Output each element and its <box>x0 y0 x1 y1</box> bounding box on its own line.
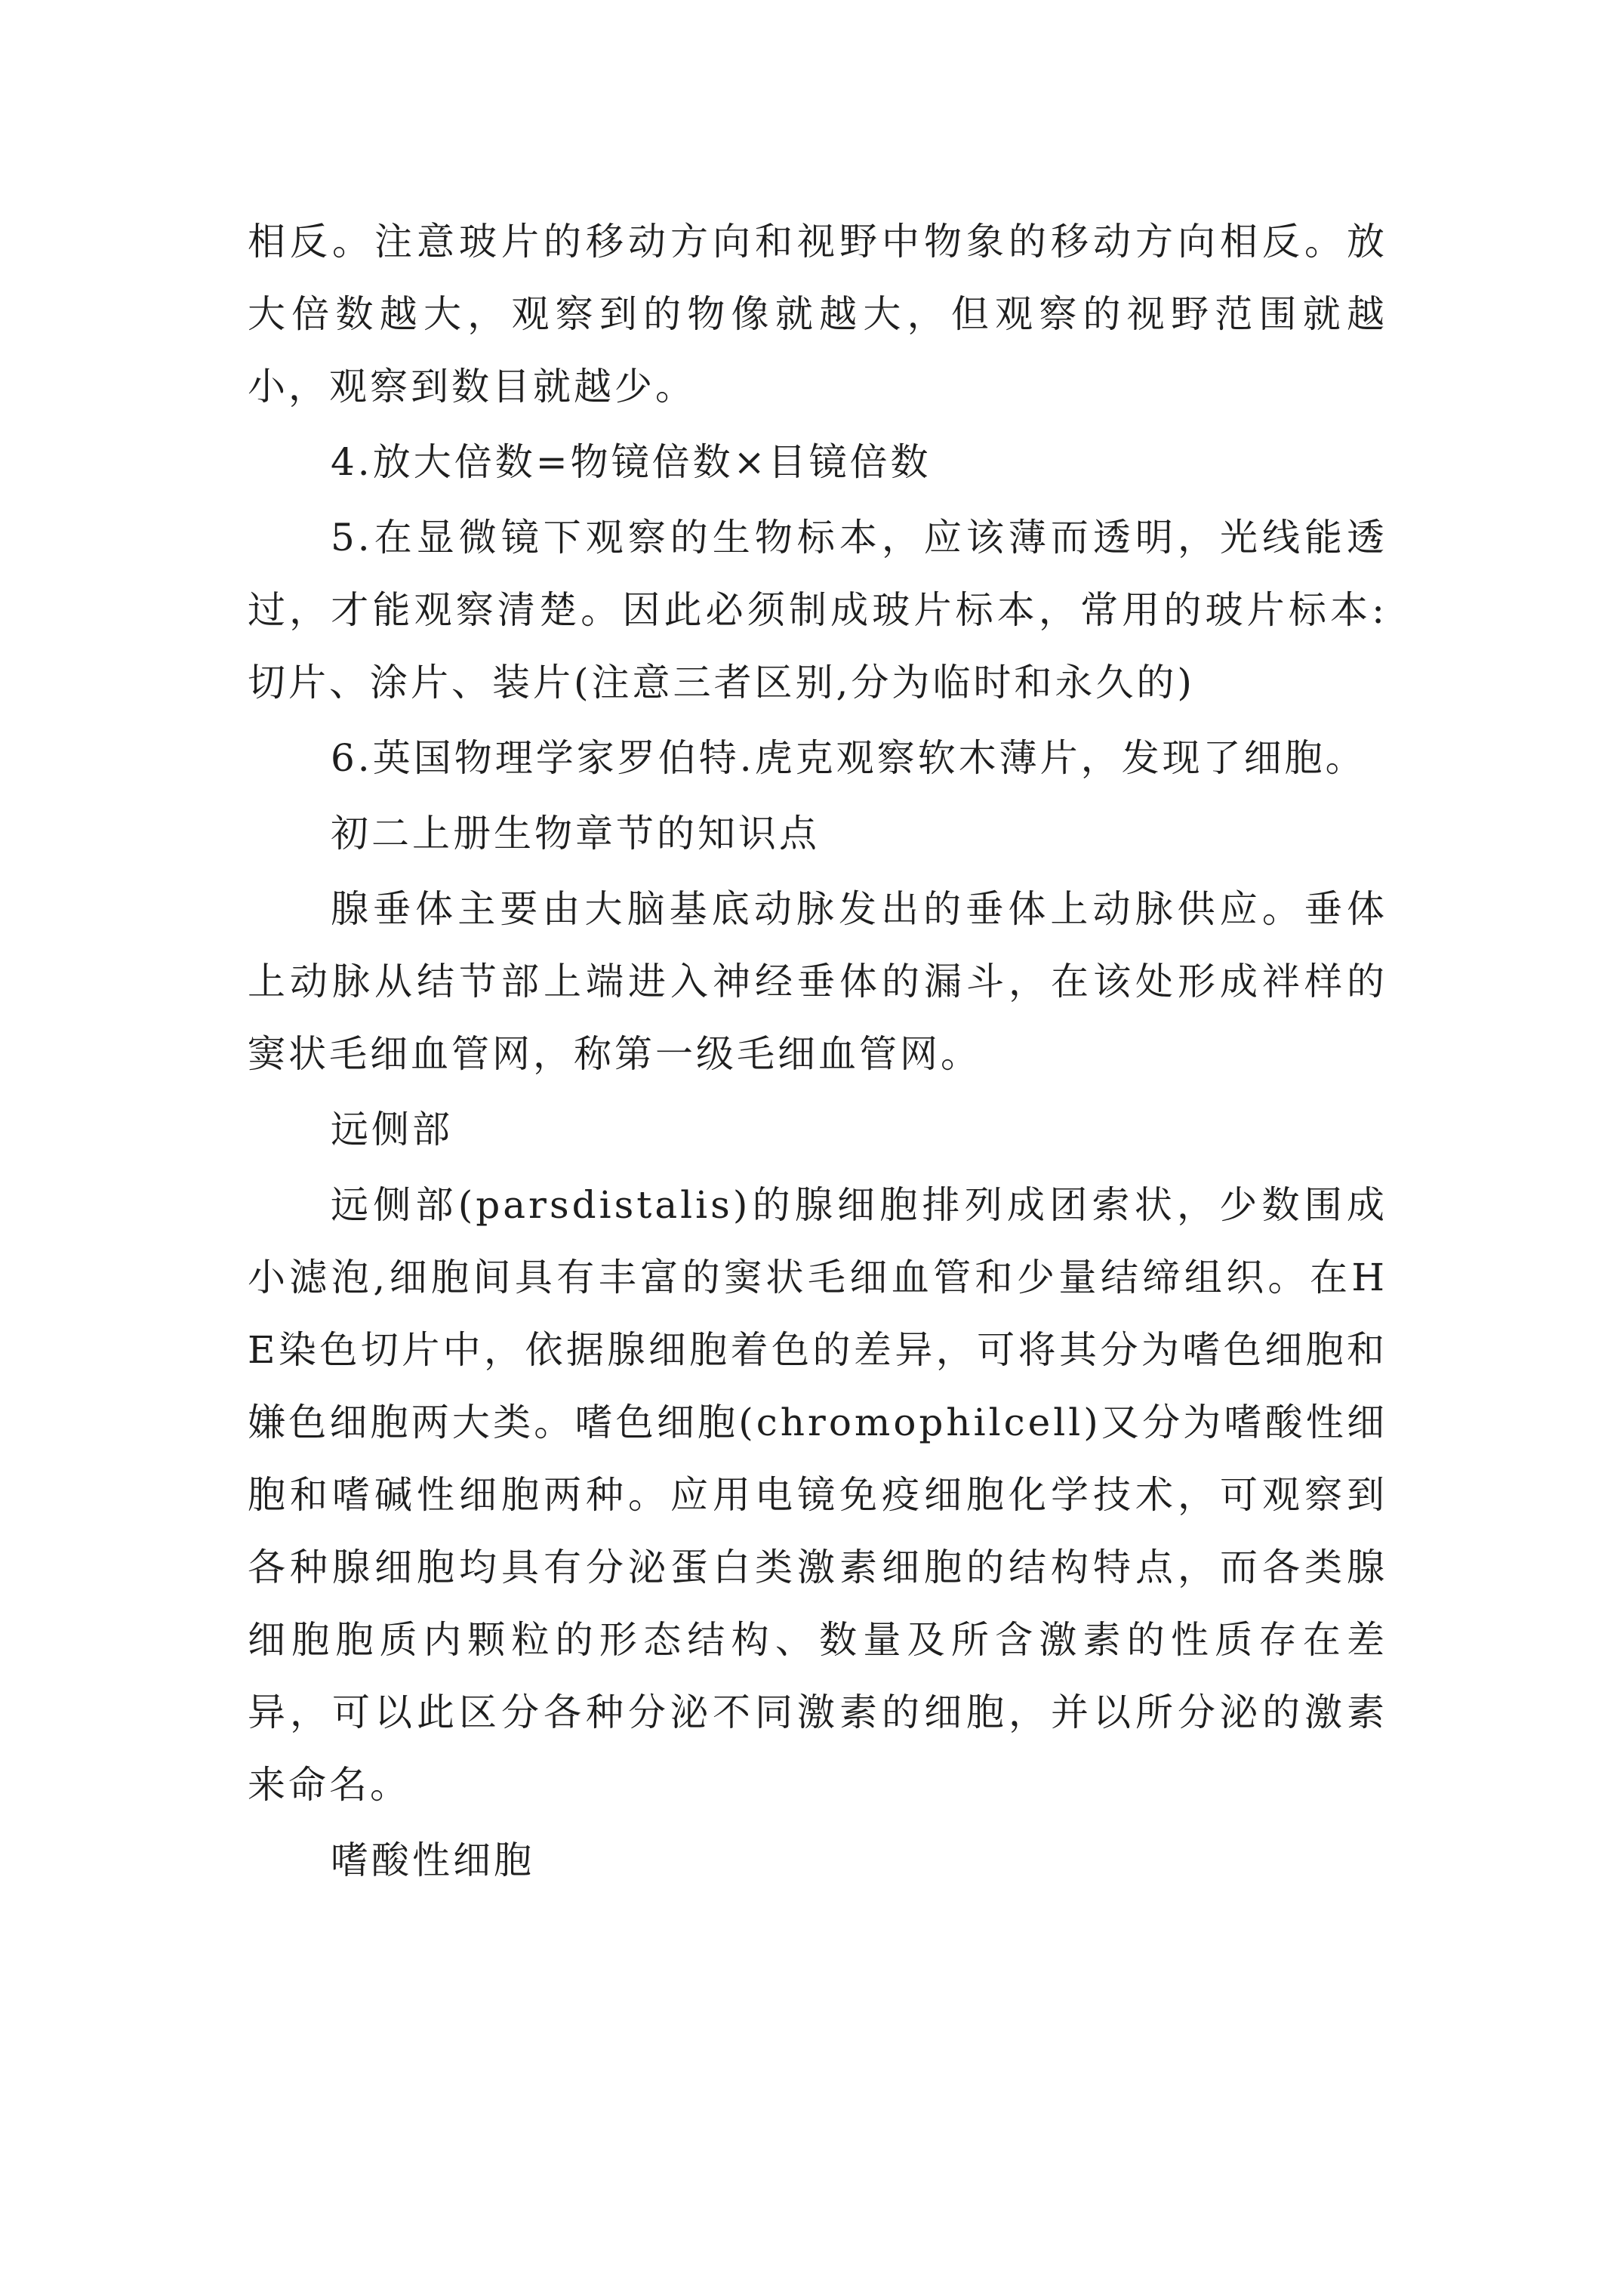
document-body <box>248 205 1387 1900</box>
subheading-pars-distalis: 远侧部 <box>331 1108 453 1151</box>
subheading-acidophilic-cell: 嗜酸性细胞 <box>331 1838 534 1882</box>
paragraph-robert-hooke: 6.英国物理学家罗伯特.虎克观察软木薄片，发现了细胞。 <box>331 736 1366 780</box>
paragraph-pars-distalis: 远侧部(parsdistalis)的腺细胞排列成团索状，少数围成小滤泡,细胞间具有丰富的窦状毛细血管和少量结缔组织。在HE染色切片中，依据腺细胞着色的差异，可将其分为嗜色细胞和嫌色细胞两大类。嗜色细胞(chromophilcell)又分为嗜酸性细胞和嗜碱性细胞两种。应用电镜免疫细胞化学技术，可观察到各种腺细胞均具有分泌蛋白类激素细胞的结构特点，而各类腺细胞胞质内颗粒的形态结构、数量及所含激素的性质存在差异，可以此区分各种分泌不同激素的细胞，并以所分泌的激素来命名。 <box>248 1183 1387 1807</box>
section-heading: 初二上册生物章节的知识点 <box>331 812 820 855</box>
paragraph-adenohypophysis-blood-supply: 腺垂体主要由大脑基底动脉发出的垂体上动脉供应。垂体上动脉从结节部上端进入神经垂体的漏斗，在该处形成袢样的窦状毛细血管网，称第一级毛细血管网。 <box>248 887 1387 1076</box>
paragraph-continuation: 相反。注意玻片的移动方向和视野中物象的移动方向相反。放大倍数越大，观察到的物像就越大，但观察的视野范围就越小，观察到数目就越少。 <box>248 220 1387 408</box>
paragraph-specimen-slides: 5.在显微镜下观察的生物标本，应该薄而透明，光线能透过，才能观察清楚。因此必须制成玻片标本，常用的玻片标本:切片、涂片、装片(注意三者区别,分为临时和永久的) <box>248 516 1387 704</box>
paragraph-magnification-formula: 4.放大倍数=物镜倍数×目镜倍数 <box>331 440 932 484</box>
